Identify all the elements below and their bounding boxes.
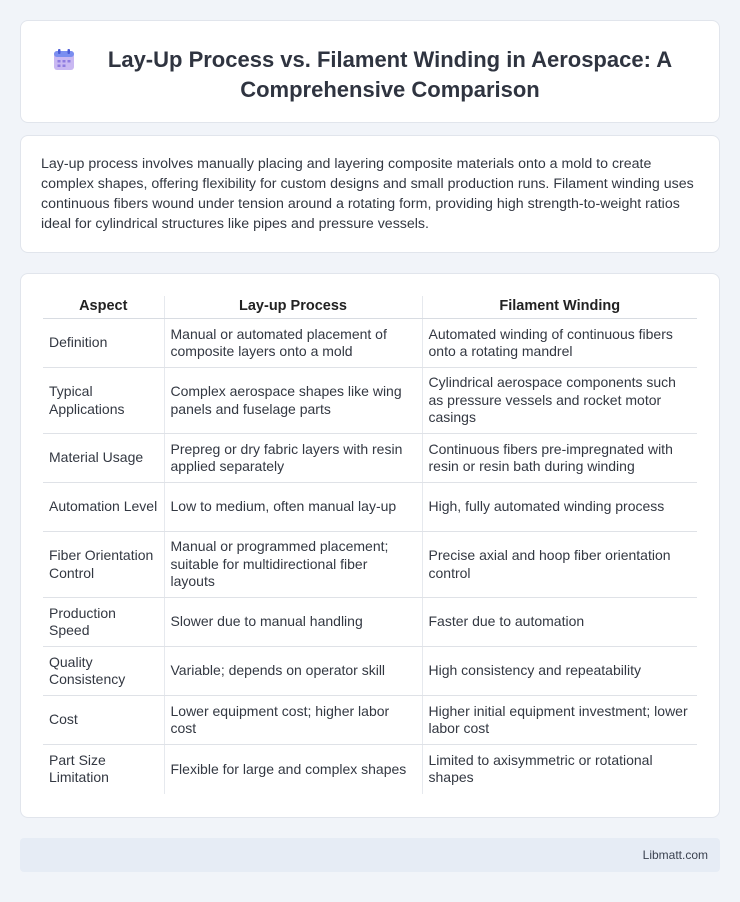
header-winding: Filament Winding (422, 296, 697, 319)
layup-cell: Slower due to manual handling (164, 598, 422, 647)
title-card (20, 20, 720, 123)
aspect-cell: Typical Applications (43, 368, 164, 434)
summary-paragraph: Lay-up process involves manually placing and layering composite materials onto a mold to create complex shapes, offering flexibility for custom designs and small production runs. Filament winding uses continuous fibers wound under tension around a rotating form, providing high strength-to-weight ratios ideal for cylindrical structures like pipes and pressure vessels. (41, 156, 694, 232)
table-row (43, 696, 697, 745)
table-row (43, 368, 697, 434)
winding-cell: Automated winding of continuous fibers onto a rotating mandrel (422, 319, 697, 368)
table-row (43, 532, 697, 598)
table-row (43, 434, 697, 483)
comparison-card (20, 273, 720, 818)
aspect-cell: Production Speed (43, 598, 164, 647)
header-aspect: Aspect (43, 296, 164, 319)
aspect-cell: Definition (43, 319, 164, 368)
table-header-row (43, 296, 697, 319)
winding-cell: High, fully automated winding process (422, 483, 697, 532)
layup-cell: Manual or programmed placement; suitable for multidirectional fiber layouts (164, 532, 422, 598)
winding-cell: Continuous fibers pre-impregnated with resin or resin bath during winding (422, 434, 697, 483)
aspect-cell: Part Size Limitation (43, 745, 164, 794)
table-row (43, 745, 697, 794)
winding-cell: Higher initial equipment investment; lower labor cost (422, 696, 697, 745)
table-row (43, 319, 697, 368)
table-row (43, 647, 697, 696)
header-layup: Lay-up Process (164, 296, 422, 319)
winding-cell: Precise axial and hoop fiber orientation control (422, 532, 697, 598)
winding-cell: Cylindrical aerospace components such as pressure vessels and rocket motor casings (422, 368, 697, 434)
winding-cell: Faster due to automation (422, 598, 697, 647)
layup-cell: Complex aerospace shapes like wing panels and fuselage parts (164, 368, 422, 434)
aspect-cell: Automation Level (43, 483, 164, 532)
comparison-table (43, 296, 697, 794)
aspect-cell: Cost (43, 696, 164, 745)
footer-brand: Libmatt.com (642, 848, 708, 862)
layup-cell: Manual or automated placement of composite layers onto a mold (164, 319, 422, 368)
summary-card (20, 135, 720, 253)
winding-cell: High consistency and repeatability (422, 647, 697, 696)
aspect-cell: Quality Consistency (43, 647, 164, 696)
layup-cell: Lower equipment cost; higher labor cost (164, 696, 422, 745)
layup-cell: Prepreg or dry fabric layers with resin applied separately (164, 434, 422, 483)
table-row (43, 483, 697, 532)
page-title: Lay-Up Process vs. Filament Winding in Aerospace: A Comprehensive Comparison (107, 47, 673, 102)
table-row (43, 598, 697, 647)
layup-cell: Variable; depends on operator skill (164, 647, 422, 696)
layup-cell: Flexible for large and complex shapes (164, 745, 422, 794)
winding-cell: Limited to axisymmetric or rotational shapes (428, 751, 653, 786)
footer (20, 838, 720, 872)
layup-cell: Low to medium, often manual lay-up (164, 483, 422, 532)
calendar-icon (51, 47, 77, 73)
aspect-cell: Material Usage (43, 434, 164, 483)
aspect-cell: Fiber Orientation Control (43, 532, 164, 598)
